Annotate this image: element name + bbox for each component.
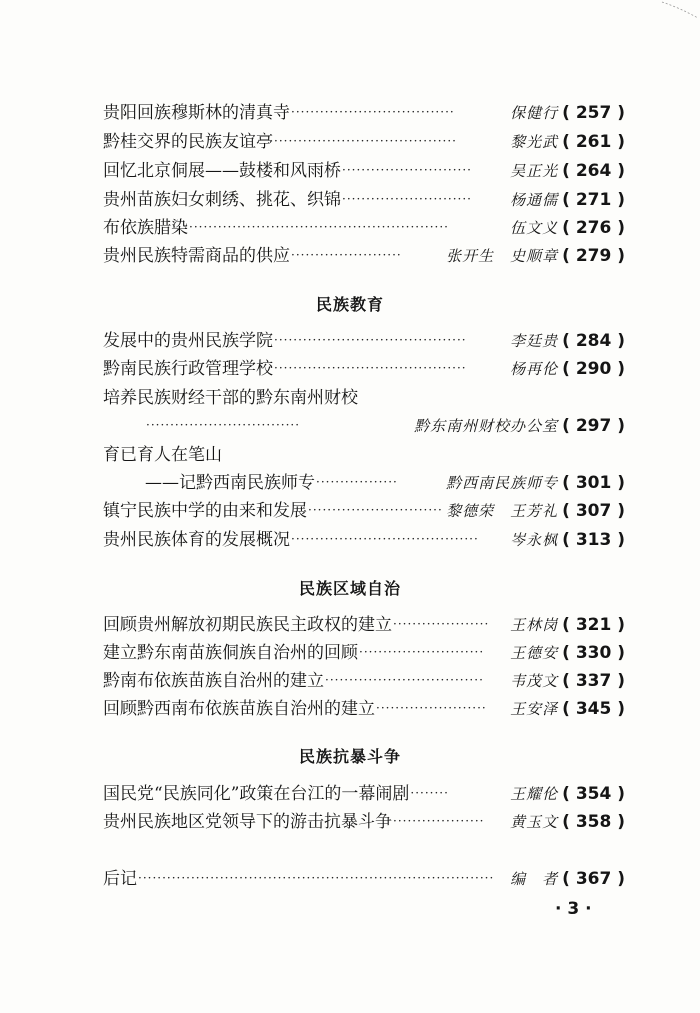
dot-leader: ········ <box>410 786 449 800</box>
entry-title: 贵州民族特需商品的供应 <box>103 246 290 266</box>
dot-leader: ·········································································· <box>138 871 495 885</box>
entry-title: 国民党“民族同化”政策在台江的一幕闹剧 <box>103 784 410 804</box>
entry-page: ( 284 ) <box>562 331 625 351</box>
entry-author: 吴正光 <box>510 162 559 180</box>
entry-author: 保健行 <box>510 104 559 122</box>
toc-entry[interactable] <box>103 865 625 893</box>
entry-page: ( 257 ) <box>562 103 625 123</box>
entry-title: 黔南布依族苗族自治州的建立 <box>103 671 324 691</box>
entry-author: 黄玉文 <box>510 813 559 831</box>
dot-leader: ······················································ <box>189 220 449 234</box>
entry-author: 韦茂文 <box>510 672 559 690</box>
entry-page: ( 313 ) <box>562 530 625 550</box>
entry-author: 杨再伦 <box>510 360 559 378</box>
entry-page: ( 321 ) <box>562 615 625 635</box>
dot-leader: ········································ <box>274 333 467 347</box>
entry-author: 王耀伦 <box>510 785 559 803</box>
entry-title: 布依族腊染 <box>103 218 188 238</box>
dot-leader: ·························· <box>359 645 485 659</box>
entry-title: 回顾贵州解放初期民族民主政权的建立 <box>103 615 392 635</box>
entry-title: 回顾黔西南布依族苗族自治州的建立 <box>103 699 375 719</box>
entry-page: ( 271 ) <box>562 190 625 210</box>
entry-author: 伍文义 <box>510 219 559 237</box>
entry-title: 发展中的贵州民族学院 <box>103 331 273 351</box>
entry-page: ( 279 ) <box>562 246 625 266</box>
toc-entry[interactable] <box>103 667 625 695</box>
entry-title: ——记黔西南民族师专 <box>145 473 315 493</box>
entry-page: ( 307 ) <box>562 501 625 521</box>
toc-entry[interactable] <box>103 186 625 214</box>
entry-author: 岑永枫 <box>510 531 559 549</box>
dot-leader: ································ <box>146 418 301 432</box>
entry-author: 黎光武 <box>510 133 559 151</box>
entry-author: 李廷贵 <box>510 332 559 350</box>
entry-page: ( 301 ) <box>562 473 625 493</box>
entry-page: ( 358 ) <box>562 812 625 832</box>
dot-leader: ··························· <box>342 163 472 177</box>
toc-entry[interactable] <box>145 469 625 497</box>
entry-page: ( 290 ) <box>562 359 625 379</box>
dot-leader: ················· <box>316 475 398 489</box>
dot-leader: ······················· <box>291 248 402 262</box>
dot-leader: ···················· <box>393 617 490 631</box>
toc-entry[interactable] <box>103 526 625 554</box>
toc-entry[interactable] <box>103 99 625 127</box>
entry-page: ( 345 ) <box>562 699 625 719</box>
entry-title: 贵州苗族妇女刺绣、挑花、织锦 <box>103 190 341 210</box>
dot-leader: ··························· <box>342 192 472 206</box>
entry-author: 杨通儒 <box>510 191 559 209</box>
dot-leader: ·································· <box>291 105 455 119</box>
toc-entry[interactable] <box>103 128 625 156</box>
page-number: · 3 · <box>555 899 592 919</box>
section-heading: 民族抗暴斗争 <box>298 747 401 766</box>
dot-leader: ······································ <box>274 134 457 148</box>
toc-entry[interactable] <box>103 355 625 383</box>
entry-title: 贵阳回族穆斯林的清真寺 <box>103 103 290 123</box>
entry-author: 王德安 <box>510 644 559 662</box>
entry-author: 黔西南民族师专 <box>446 474 559 492</box>
entry-page: ( 330 ) <box>562 643 625 663</box>
entry-title: 黔桂交界的民族友谊亭 <box>103 132 273 152</box>
toc-entry-first-line[interactable]: 培养民族财经干部的黔东南州财校 <box>103 388 358 408</box>
entry-author: 王林岗 <box>510 616 559 634</box>
entry-title: 建立黔东南苗族侗族自治州的回顾 <box>103 643 358 663</box>
dot-leader: ································· <box>325 673 484 687</box>
toc-entry[interactable] <box>103 808 625 836</box>
dot-leader: ··················· <box>393 814 485 828</box>
toc-entry[interactable] <box>103 327 625 355</box>
toc-entry[interactable] <box>103 214 625 242</box>
entry-page: ( 261 ) <box>562 132 625 152</box>
toc-entry[interactable] <box>103 497 625 525</box>
entry-page: ( 276 ) <box>562 218 625 238</box>
entry-page: ( 354 ) <box>562 784 625 804</box>
entry-title: 贵州民族地区党领导下的游击抗暴斗争 <box>103 812 392 832</box>
section-heading: 民族教育 <box>315 295 384 314</box>
toc-entry[interactable] <box>103 695 625 723</box>
toc-entry[interactable] <box>103 780 625 808</box>
entry-page: ( 264 ) <box>562 161 625 181</box>
section-heading: 民族区域自治 <box>298 579 401 598</box>
entry-title: 贵州民族体育的发展概况 <box>103 530 290 550</box>
toc-entry[interactable] <box>103 639 625 667</box>
entry-author: 王安泽 <box>510 700 559 718</box>
entry-title: 回忆北京侗展——鼓楼和风雨桥 <box>103 161 341 181</box>
entry-page: ( 337 ) <box>562 671 625 691</box>
entry-page: ( 297 ) <box>562 416 625 436</box>
entry-title: 镇宁民族中学的由来和发展 <box>103 501 307 521</box>
dot-leader: ······················· <box>376 701 487 715</box>
toc-entry[interactable] <box>103 611 625 639</box>
scan-edge-mark <box>660 0 700 20</box>
entry-title: 黔南民族行政管理学校 <box>103 359 273 379</box>
entry-title: 后记 <box>103 869 137 889</box>
entry-author: 黔东南州财校办公室 <box>414 417 559 435</box>
entry-author: 张开生 史顺章 <box>446 247 559 265</box>
dot-leader: ········································ <box>274 361 467 375</box>
entry-page: ( 367 ) <box>562 869 625 889</box>
dot-leader: ······································· <box>291 532 479 546</box>
entry-author: 黎德荣 王芳礼 <box>446 502 559 520</box>
toc-entry-first-line[interactable]: 育已育人在笔山 <box>103 445 222 465</box>
entry-author: 编 者 <box>510 870 559 888</box>
dot-leader: ···························· <box>308 503 443 517</box>
toc-entry[interactable] <box>145 412 625 440</box>
toc-entry[interactable] <box>103 157 625 185</box>
toc-entry[interactable] <box>103 242 625 270</box>
